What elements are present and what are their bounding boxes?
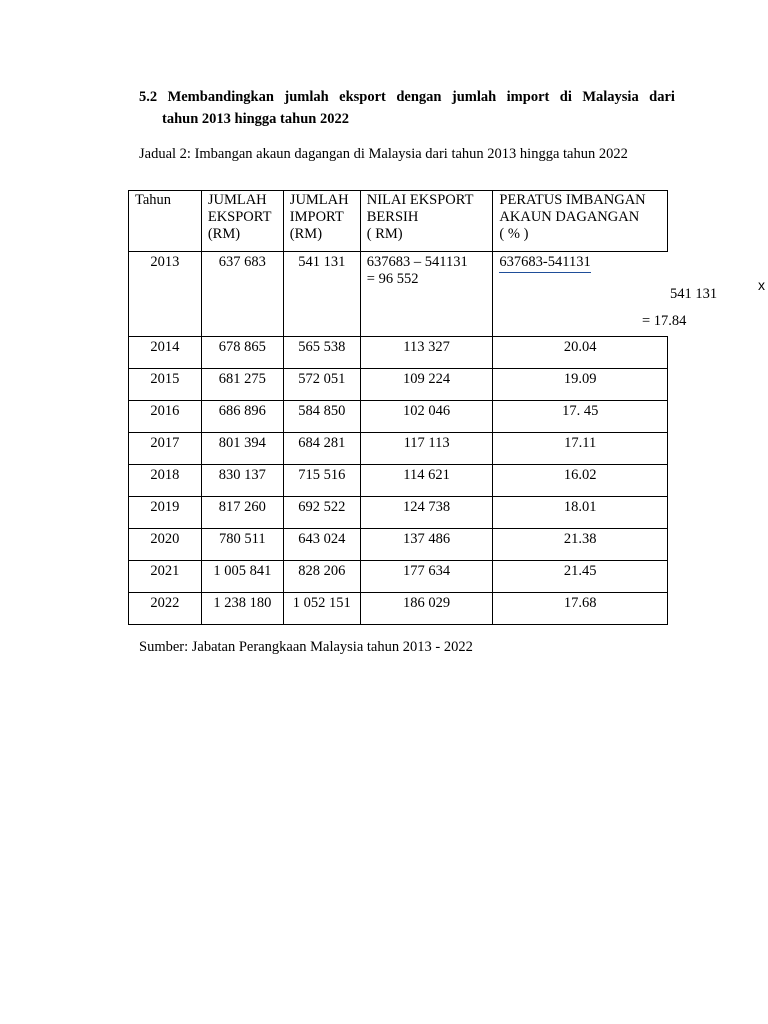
header-import-line: JUMLAH [289,192,349,208]
section-heading-line2: tahun 2013 hingga tahun 2022 [162,111,349,127]
cell-import: 584 850 [283,401,360,433]
cell-percent: 18.01 [493,497,668,529]
cell-percent: 19.09 [493,369,668,401]
cell-import: 643 024 [283,529,360,561]
cell-net: 102 046 [360,401,493,433]
cell-year: 2018 [129,465,202,497]
cell-net-calculation [360,252,493,337]
heading-word: dari [649,89,675,105]
heading-word: eksport [339,89,386,105]
cell-percent: 17.68 [493,593,668,625]
heading-word: import [506,89,550,105]
cell-export: 686 896 [201,401,283,433]
table-caption: Jadual 2: Imbangan akaun dagangan di Malaysia dari tahun 2013 hingga tahun 2022 [139,146,628,162]
cell-import: 565 538 [283,337,360,369]
cell-export: 681 275 [201,369,283,401]
section-number: 5.2 [139,89,158,105]
cell-export: 678 865 [201,337,283,369]
cell-percent: 21.38 [493,529,668,561]
cell-export: 801 394 [201,433,283,465]
heading-word: dengan [396,89,442,105]
cell-net: 124 738 [360,497,493,529]
cell-net: 177 634 [360,561,493,593]
cell-export: 817 260 [201,497,283,529]
cell-net: 109 224 [360,369,493,401]
cell-import: 684 281 [283,433,360,465]
header-percent-line: PERATUS IMBANGAN [499,192,646,208]
cell-import: 1 052 151 [283,593,360,625]
table-row [129,337,668,369]
table-row [129,369,668,401]
cell-year: 2013 [129,252,202,337]
cell-year: 2017 [129,433,202,465]
section-heading [139,86,675,130]
header-net-line: BERSIH [366,209,419,225]
net-calculation-line: 637683 – 541131 [366,254,468,270]
multiply-sign: x [758,277,765,293]
cell-year: 2015 [129,369,202,401]
table-row [129,593,668,625]
cell-percent: 21.45 [493,561,668,593]
table-row [129,433,668,465]
source-note: Sumber: Jabatan Perangkaan Malaysia tahun 2013 - 2022 [139,639,473,655]
cell-import: 828 206 [283,561,360,593]
header-percent [493,191,668,252]
cell-import: 715 516 [283,465,360,497]
heading-word: Membandingkan [167,89,274,105]
cell-percent: 16.02 [493,465,668,497]
table-row-2013 [129,252,668,337]
cell-year: 2021 [129,561,202,593]
cell-net: 114 621 [360,465,493,497]
heading-word: jumlah [451,89,497,105]
header-net-export [360,191,493,252]
cell-import: 541 131 [283,252,360,337]
header-year-label: Tahun [135,192,172,208]
heading-word: jumlah [284,89,329,105]
cell-percent: 17.11 [493,433,668,465]
cell-export: 830 137 [201,465,283,497]
table-row [129,561,668,593]
cell-year: 2016 [129,401,202,433]
cell-year: 2020 [129,529,202,561]
header-import-line: (RM) [289,226,323,242]
cell-export: 780 511 [201,529,283,561]
cell-export: 1 238 180 [201,593,283,625]
table-row [129,529,668,561]
heading-word: di [559,89,572,105]
header-export [201,191,283,252]
table-row [129,497,668,529]
percent-fraction-denominator: 541 131 [670,286,718,302]
percent-fraction-numerator: 637683-541131 [499,254,590,273]
header-export-line: EKSPORT [207,209,272,225]
table-row [129,465,668,497]
cell-net: 137 486 [360,529,493,561]
net-calculation-result: = 96 552 [366,271,419,287]
header-import-line: IMPORT [289,209,344,225]
cell-import: 692 522 [283,497,360,529]
cell-net: 186 029 [360,593,493,625]
header-net-line: NILAI EKSPORT [366,192,474,208]
cell-net: 113 327 [360,337,493,369]
cell-year: 2014 [129,337,202,369]
cell-export: 1 005 841 [201,561,283,593]
cell-export: 637 683 [201,252,283,337]
header-percent-line: ( % ) [499,226,529,242]
cell-percent: 17. 45 [493,401,668,433]
heading-word: Malaysia [582,89,639,105]
header-export-line: (RM) [207,226,241,242]
trade-balance-table [128,190,668,625]
section-heading-line1 [139,86,675,108]
percent-calculation-result: = 17.84 [642,313,687,329]
header-import [283,191,360,252]
table-row [129,401,668,433]
cell-import: 572 051 [283,369,360,401]
cell-year: 2019 [129,497,202,529]
header-percent-line: AKAUN DAGANGAN [499,209,640,225]
cell-net: 117 113 [360,433,493,465]
cell-year: 2022 [129,593,202,625]
cell-percent: 20.04 [493,337,668,369]
header-year [129,191,202,252]
header-net-line: ( RM) [366,226,403,242]
header-export-line: JUMLAH [207,192,267,208]
table-header-row [129,191,668,252]
